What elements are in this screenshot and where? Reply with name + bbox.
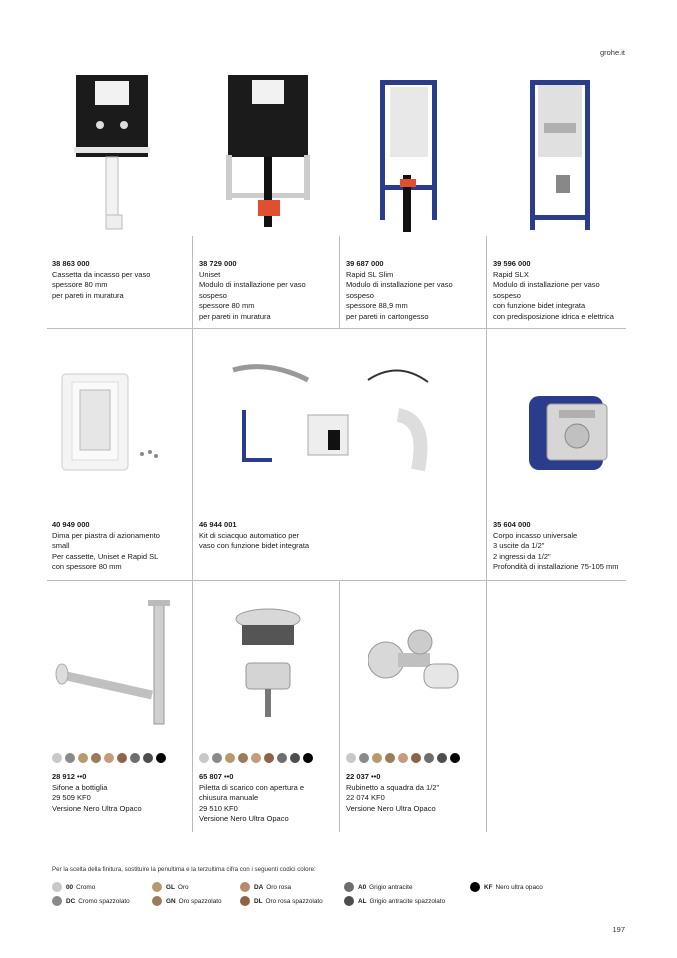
finish-swatch [346,753,356,763]
product-code: 65 807 ••0 [199,772,234,781]
product-image-uniset [218,75,318,235]
finish-swatch [385,753,395,763]
col-divider [339,580,340,832]
product-line: Modulo di installazione per vaso [199,280,306,290]
legend-code: 00 [66,883,74,891]
legend-label: Oro rosa [266,883,292,891]
product-39687000 [346,259,453,323]
legend-item [52,896,130,906]
product-line: Per cassette, Uniset e Rapid SL [52,551,159,561]
legend-code: DC [66,897,76,905]
finish-swatch [117,753,127,763]
legend-item [240,882,291,892]
col-divider [192,580,193,832]
finish-swatches [346,753,460,763]
product-code: 35 604 000 [493,520,531,529]
legend-label: Cromo [76,883,96,891]
product-line: 29 509 KF0 [52,793,91,803]
col-divider [192,328,193,580]
finish-legend-intro: Per la scelta della finitura, sostituire la penultima e la terzultima cifra con i seguenti codici colore: [52,866,316,873]
finish-swatch [372,753,382,763]
product-line: Uniset [199,269,221,279]
finish-swatch [290,753,300,763]
product-line: Dima per piastra di azionamento [52,530,160,540]
col-divider [192,236,193,328]
legend-swatch [152,896,162,906]
product-38863000 [52,259,150,301]
product-line: Rapid SLX [493,269,529,279]
product-line: spessore 80 mm [199,301,255,311]
product-code: 38 863 000 [52,259,90,268]
finish-swatch [450,753,460,763]
legend-code: GN [166,897,176,905]
product-28912 [52,772,142,814]
finish-swatch [212,753,222,763]
product-line: 22 074 KF0 [346,793,385,803]
legend-swatch [152,882,162,892]
product-line: Rapid SL Slim [346,269,394,279]
finish-swatch [65,753,75,763]
product-line: Rubinetto a squadra da 1/2" [346,782,440,792]
legend-code: A0 [358,883,367,891]
product-code: 38 729 000 [199,259,237,268]
finish-swatch [264,753,274,763]
finish-swatch [398,753,408,763]
product-line: spessore 80 mm [52,280,108,290]
legend-label: Grigio antracite [369,883,413,891]
col-divider [486,328,487,580]
legend-item [240,896,323,906]
col-divider [486,580,487,832]
product-line: 3 uscite da 1/2" [493,541,545,551]
product-line: con funzione bidet integrata [493,301,586,311]
legend-label: Nero ultra opaco [495,883,543,891]
legend-swatch [470,882,480,892]
product-22037 [346,772,439,814]
product-line: Modulo di installazione per vaso [346,280,453,290]
legend-swatch [240,882,250,892]
finish-swatch [251,753,261,763]
legend-swatch [240,896,250,906]
finish-swatch [143,753,153,763]
finish-swatch [130,753,140,763]
product-image-template-plate [60,372,170,472]
legend-item [470,882,543,892]
finish-swatch [91,753,101,763]
legend-swatch [344,882,354,892]
product-image-cistern [62,75,162,235]
row-divider [47,328,626,329]
finish-swatch [411,753,421,763]
legend-item [152,896,222,906]
product-line: small [52,541,70,551]
product-code: 39 687 000 [346,259,384,268]
site-url: grohe.it [599,48,625,57]
product-line: con spessore 80 mm [52,562,122,572]
finish-swatches [52,753,166,763]
legend-code: AL [358,897,367,905]
legend-item [344,882,413,892]
product-image-angle-valve [368,620,463,700]
product-line: chiusura manuale [199,793,259,803]
product-line: Modulo di installazione per vaso [493,280,600,290]
legend-label: Grigio antracite spazzolato [369,897,446,905]
finish-swatch [104,753,114,763]
finish-swatches [199,753,313,763]
finish-swatch [277,753,287,763]
finish-swatch [238,753,248,763]
finish-swatch [225,753,235,763]
col-divider [486,236,487,328]
product-line: sospeso [199,290,227,300]
page-number: 197 [612,925,625,934]
product-code: 46 944 001 [199,520,237,529]
finish-swatch [424,753,434,763]
row-divider [47,580,626,581]
legend-label: Oro spazzolato [178,897,222,905]
product-40949000 [52,520,160,573]
product-line: Profondità di installazione 75-105 mm [493,562,619,572]
legend-code: GL [166,883,175,891]
product-line: Versione Nero Ultra Opaco [199,814,289,824]
legend-item [152,882,189,892]
product-line: per pareti in muratura [52,290,124,300]
product-image-rapid-sl-slim [370,75,460,235]
product-code: 22 037 ••0 [346,772,381,781]
legend-label: Oro rosa spazzolato [265,897,323,905]
product-line: Kit di sciacquo automatico per [199,530,300,540]
product-line: Corpo incasso universale [493,530,578,540]
legend-item [344,896,445,906]
product-65807 [199,772,304,825]
finish-swatch [156,753,166,763]
product-code: 40 949 000 [52,520,90,529]
legend-swatch [344,896,354,906]
product-line: Sifone a bottiglia [52,782,108,792]
product-image-rapid-slx [520,75,610,235]
product-line: per pareti in cartongesso [346,311,429,321]
finish-swatch [78,753,88,763]
product-line: vaso con funzione bidet integrata [199,541,310,551]
finish-swatch [437,753,447,763]
product-line: per pareti in muratura [199,311,271,321]
legend-swatch [52,896,62,906]
legend-code: DL [254,897,263,905]
product-line: 29 510 KF0 [199,803,238,813]
product-38729000 [199,259,306,323]
legend-code: DA [254,883,264,891]
product-35604000 [493,520,619,573]
product-line: 2 ingressi da 1/2" [493,551,551,561]
product-code: 39 596 000 [493,259,531,268]
product-39596000 [493,259,614,323]
product-46944001 [199,520,309,552]
product-line: sospeso [493,290,521,300]
product-line: Piletta di scarico con apertura e [199,782,305,792]
product-line: Cassetta da incasso per vaso [52,269,151,279]
legend-code: KF [484,883,493,891]
legend-label: Cromo spazzolato [78,897,130,905]
product-image-bottle-trap [52,600,182,730]
product-image-drain-valve [228,605,308,720]
product-line: sospeso [346,290,374,300]
finish-swatch [359,753,369,763]
product-line: spessore 88,9 mm [346,301,408,311]
product-code: 28 912 ••0 [52,772,87,781]
legend-label: Oro [177,883,189,891]
product-image-rapido-box [525,386,615,472]
legend-swatch [52,882,62,892]
product-line: Versione Nero Ultra Opaco [52,803,142,813]
legend-item [52,882,95,892]
finish-swatch [303,753,313,763]
col-divider [339,236,340,328]
product-line: Versione Nero Ultra Opaco [346,803,436,813]
product-image-flush-kit [228,360,453,500]
product-line: con predisposizione idrica e elettrica [493,311,614,321]
finish-swatch [199,753,209,763]
finish-swatch [52,753,62,763]
